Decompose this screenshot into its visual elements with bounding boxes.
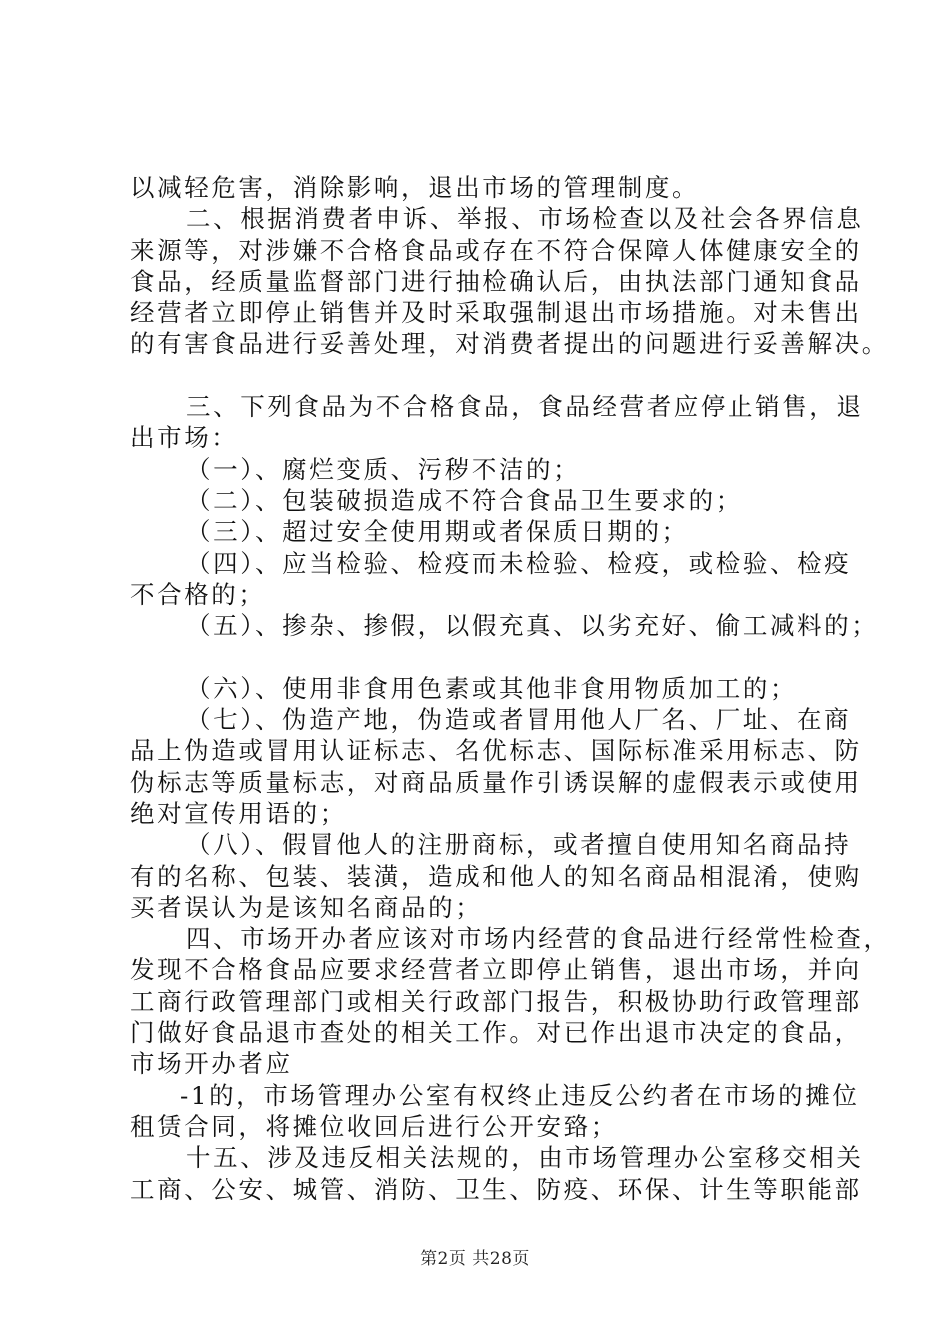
text-line: 有的名称、包装、装潢，造成和他人的知名商品相混淆，使购: [130, 861, 862, 891]
text-line: 工商、公安、城管、消防、卫生、防疫、环保、计生等职能部: [130, 1174, 862, 1204]
text-line: 二、根据消费者申诉、举报、市场检查以及社会各界信息: [186, 204, 864, 234]
text-line: 绝对宣传用语的；: [130, 798, 347, 828]
text-line: 市场开办者应: [130, 1049, 293, 1079]
text-line: （四）、应当检验、检疫而未检验、检疫，或检验、检疫: [186, 548, 852, 578]
text-line: 租赁合同，将摊位收回后进行公开安臵；: [130, 1111, 618, 1141]
text-line: 品上伪造或冒用认证标志、名优标志、国际标准采用标志、防: [130, 736, 862, 766]
text-line: 买者误认为是该知名商品的；: [130, 892, 483, 922]
text-line: （一）、腐烂变质、污秽不洁的；: [186, 454, 581, 484]
text-line: 门做好食品退市查处的相关工作。对已作出退市决定的食品，: [130, 1018, 862, 1048]
text-line: 来源等，对涉嫌不合格食品或存在不符合保障人体健康安全的: [130, 235, 862, 265]
text-line: 经营者立即停止销售并及时采取强制退出市场措施。对未售出: [130, 298, 862, 328]
text-line: （六）、使用非食用色素或其他非食用物质加工的；: [186, 673, 798, 703]
text-line: （二）、包装破损造成不符合食品卫生要求的；: [186, 485, 743, 515]
document-body: [130, 172, 891, 1205]
text-line: 十五、涉及违反相关法规的，由市场管理办公室移交相关: [186, 1143, 864, 1173]
paragraph-gap: [130, 641, 840, 672]
paragraph-gap: [130, 360, 840, 391]
text-line: 发现不合格食品应要求经营者立即停止销售，退出市场，并向: [130, 955, 862, 985]
text-line: （三）、超过安全使用期或者保质日期的；: [186, 517, 689, 547]
text-line: 出市场：: [130, 423, 239, 453]
text-line: （五）、掺杂、掺假，以假充真、以劣充好、偷工减料的；: [186, 611, 879, 641]
text-line: 的有害食品进行妥善处理，对消费者提出的问题进行妥善解决。: [130, 329, 889, 359]
text-line: 不合格的；: [130, 579, 266, 609]
text-line: 四、市场开办者应该对市场内经营的食品进行经常性检查，: [186, 924, 891, 954]
text-line: 以减轻危害，消除影响，退出市场的管理制度。: [130, 173, 700, 202]
text-line: （八）、假冒他人的注册商标，或者擅自使用知名商品持: [186, 830, 852, 860]
text-line: 工商行政管理部门或相关行政部门报告，积极协助行政管理部: [130, 986, 862, 1016]
text-line: 三、下列食品为不合格食品，食品经营者应停止销售，退: [186, 392, 864, 422]
text-line: 伪标志等质量标志，对商品质量作引诱误解的虚假表示或使用: [130, 767, 862, 797]
text-line: （七）、伪造产地，伪造或者冒用他人厂名、厂址、在商: [186, 705, 852, 735]
page-number-footer: 第2页 共28页: [420, 1249, 530, 1269]
text-line: -1的，市场管理办公室有权终止违反公约者在市场的摊位: [180, 1080, 860, 1110]
text-line: 食品，经质量监督部门进行抽检确认后，由执法部门通知食品: [130, 266, 862, 296]
